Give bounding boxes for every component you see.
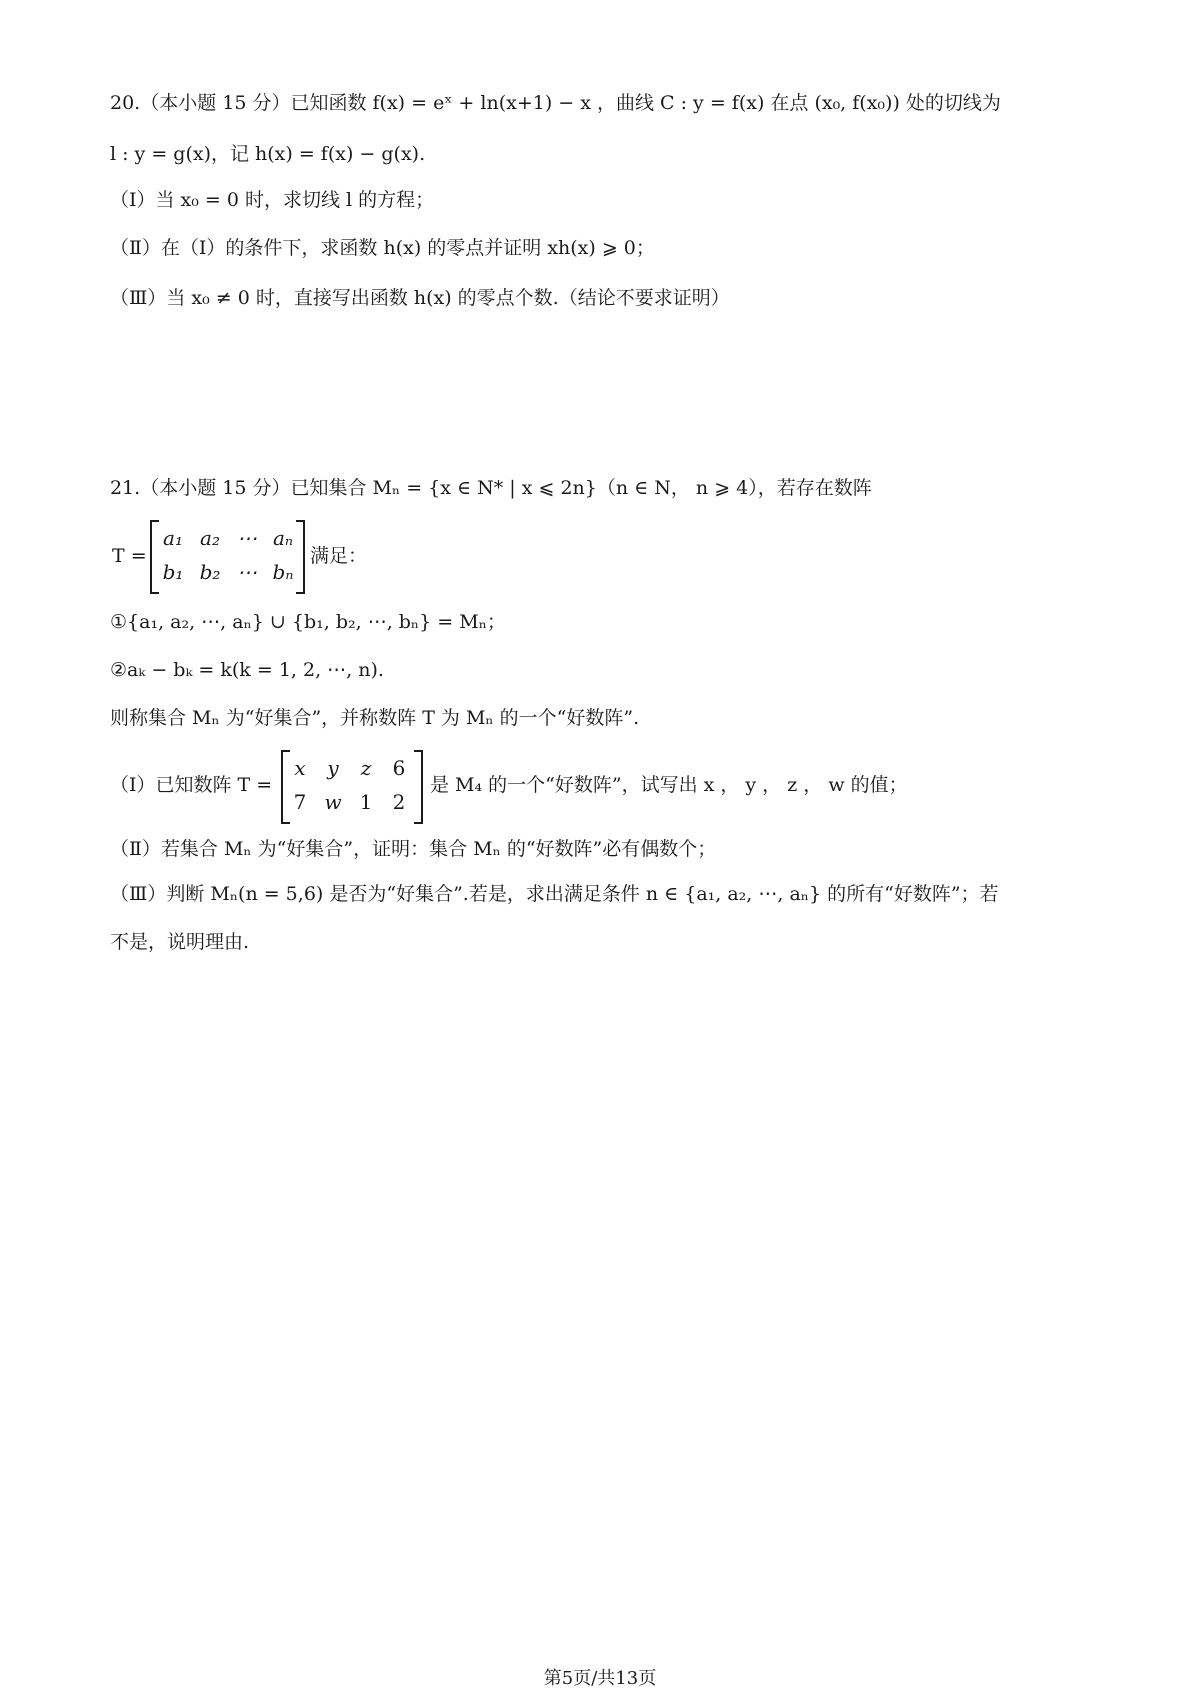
q21-part3-line1: （Ⅲ）判断 Mₙ(n = 5,6) 是否为“好集合”.若是，求出满足条件 n ∈ {a₁, a₂, ⋯, aₙ} 的所有“好数阵”；若: [110, 883, 999, 905]
q20-part3: （Ⅲ）当 x₀ ≠ 0 时，直接写出函数 h(x) 的零点个数.（结论不要求证明）: [110, 287, 730, 309]
matrix-cell: x: [294, 756, 306, 780]
q21-part1-prefix: （Ⅰ）已知数阵 T =: [110, 774, 273, 796]
matrix-cell: ⋯: [237, 526, 257, 550]
q21-condition-2: ②aₖ − bₖ = k(k = 1, 2, ⋯, n).: [110, 659, 384, 681]
matrix-cell: b₁: [162, 560, 184, 584]
q21-matrix-t: [150, 520, 305, 592]
q21-part1-suffix: 是 M₄ 的一个“好数阵”，试写出 x ， y ， z ， w 的值；: [430, 774, 908, 796]
matrix-cell: aₙ: [272, 526, 294, 550]
matrix-cell: 1: [359, 790, 373, 814]
matrix-right-bracket: [414, 750, 423, 824]
q21-matrix-label: T =: [112, 545, 147, 567]
q21-part3-line2: 不是，说明理由.: [110, 931, 250, 953]
matrix-cell: ⋯: [237, 560, 257, 584]
q21-stem-line1: 21.（本小题 15 分）已知集合 Mₙ = {x ∈ N* | x ⩽ 2n}（n ∈ N， n ⩾ 4），若存在数阵: [110, 477, 872, 499]
q21-part1-matrix: [281, 750, 423, 822]
q21-matrix-suffix: 满足：: [310, 545, 368, 567]
matrix-cell: a₂: [200, 526, 220, 550]
matrix-cell: a₁: [163, 526, 183, 550]
q21-condition-1: ①{a₁, a₂, ⋯, aₙ} ∪ {b₁, b₂, ⋯, bₙ} = Mₙ；: [110, 611, 506, 633]
q20-stem-line2: l : y = g(x)，记 h(x) = f(x) − g(x).: [110, 143, 426, 165]
page-footer: 第5页/共13页: [543, 1668, 657, 1689]
matrix-cell: b₂: [199, 560, 221, 584]
matrix-cell: 6: [392, 756, 406, 780]
matrix-cell: z: [360, 756, 372, 780]
q21-definition: 则称集合 Mₙ 为“好集合”，并称数阵 T 为 Mₙ 的一个“好数阵”.: [110, 707, 640, 729]
q20-part1: （Ⅰ）当 x₀ = 0 时，求切线 l 的方程；: [110, 189, 435, 211]
q21-part2: （Ⅱ）若集合 Mₙ 为“好集合”，证明：集合 Mₙ 的“好数阵”必有偶数个；: [110, 838, 717, 860]
matrix-cell: 7: [293, 790, 307, 814]
q20-part2: （Ⅱ）在（Ⅰ）的条件下，求函数 h(x) 的零点并证明 xh(x) ⩾ 0；: [110, 237, 655, 259]
matrix-cell: bₙ: [272, 560, 294, 584]
q20-stem-line1: 20.（本小题 15 分）已知函数 f(x) = eˣ + ln(x+1) − x ，曲线 C : y = f(x) 在点 (x₀, f(x₀)) 处的切线为: [110, 92, 1001, 114]
matrix-cell: y: [327, 756, 339, 780]
matrix-cell: w: [324, 790, 342, 814]
matrix-cell: 2: [392, 790, 406, 814]
